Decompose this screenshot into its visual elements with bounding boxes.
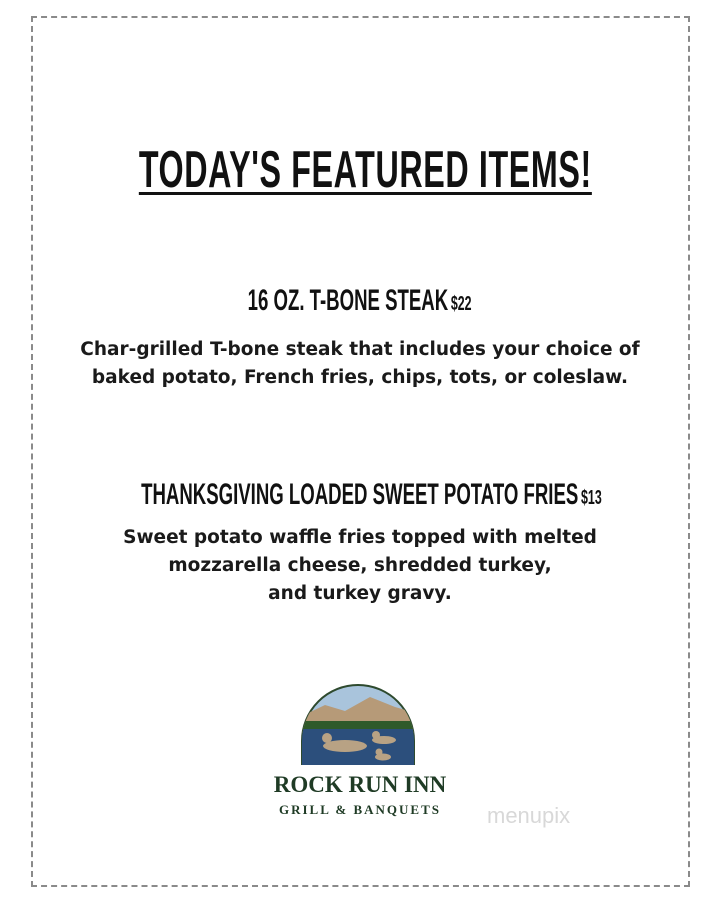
item-price: $13 — [581, 487, 602, 509]
desc-line: mozzarella cheese, shredded turkey, — [168, 555, 552, 576]
brand-name: ROCK RUN INN — [273, 772, 447, 797]
duck-lake-logo-icon — [300, 683, 416, 765]
item-description — [0, 336, 720, 392]
desc-line: Sweet potato waffle fries topped with melted — [123, 527, 597, 548]
page-title: TODAY'S FEATURED ITEMS! — [138, 141, 592, 199]
item-name: 16 OZ. T-BONE STEAK — [248, 284, 449, 317]
item-name: THANKSGIVING LOADED SWEET POTATO FRIES — [141, 478, 579, 511]
desc-line: baked potato, French fries, chips, tots, or coleslaw. — [91, 367, 629, 388]
menu-item-heading — [0, 478, 720, 512]
watermark: menupix — [487, 803, 571, 828]
desc-line: and turkey gravy. — [268, 583, 452, 604]
desc-line: Char-grilled T-bone steak that includes your choice of — [80, 339, 640, 360]
brand-tagline: GRILL & BANQUETS — [278, 802, 442, 817]
item-price: $22 — [451, 293, 472, 315]
menu-item-heading — [0, 284, 720, 318]
item-description — [0, 524, 720, 608]
